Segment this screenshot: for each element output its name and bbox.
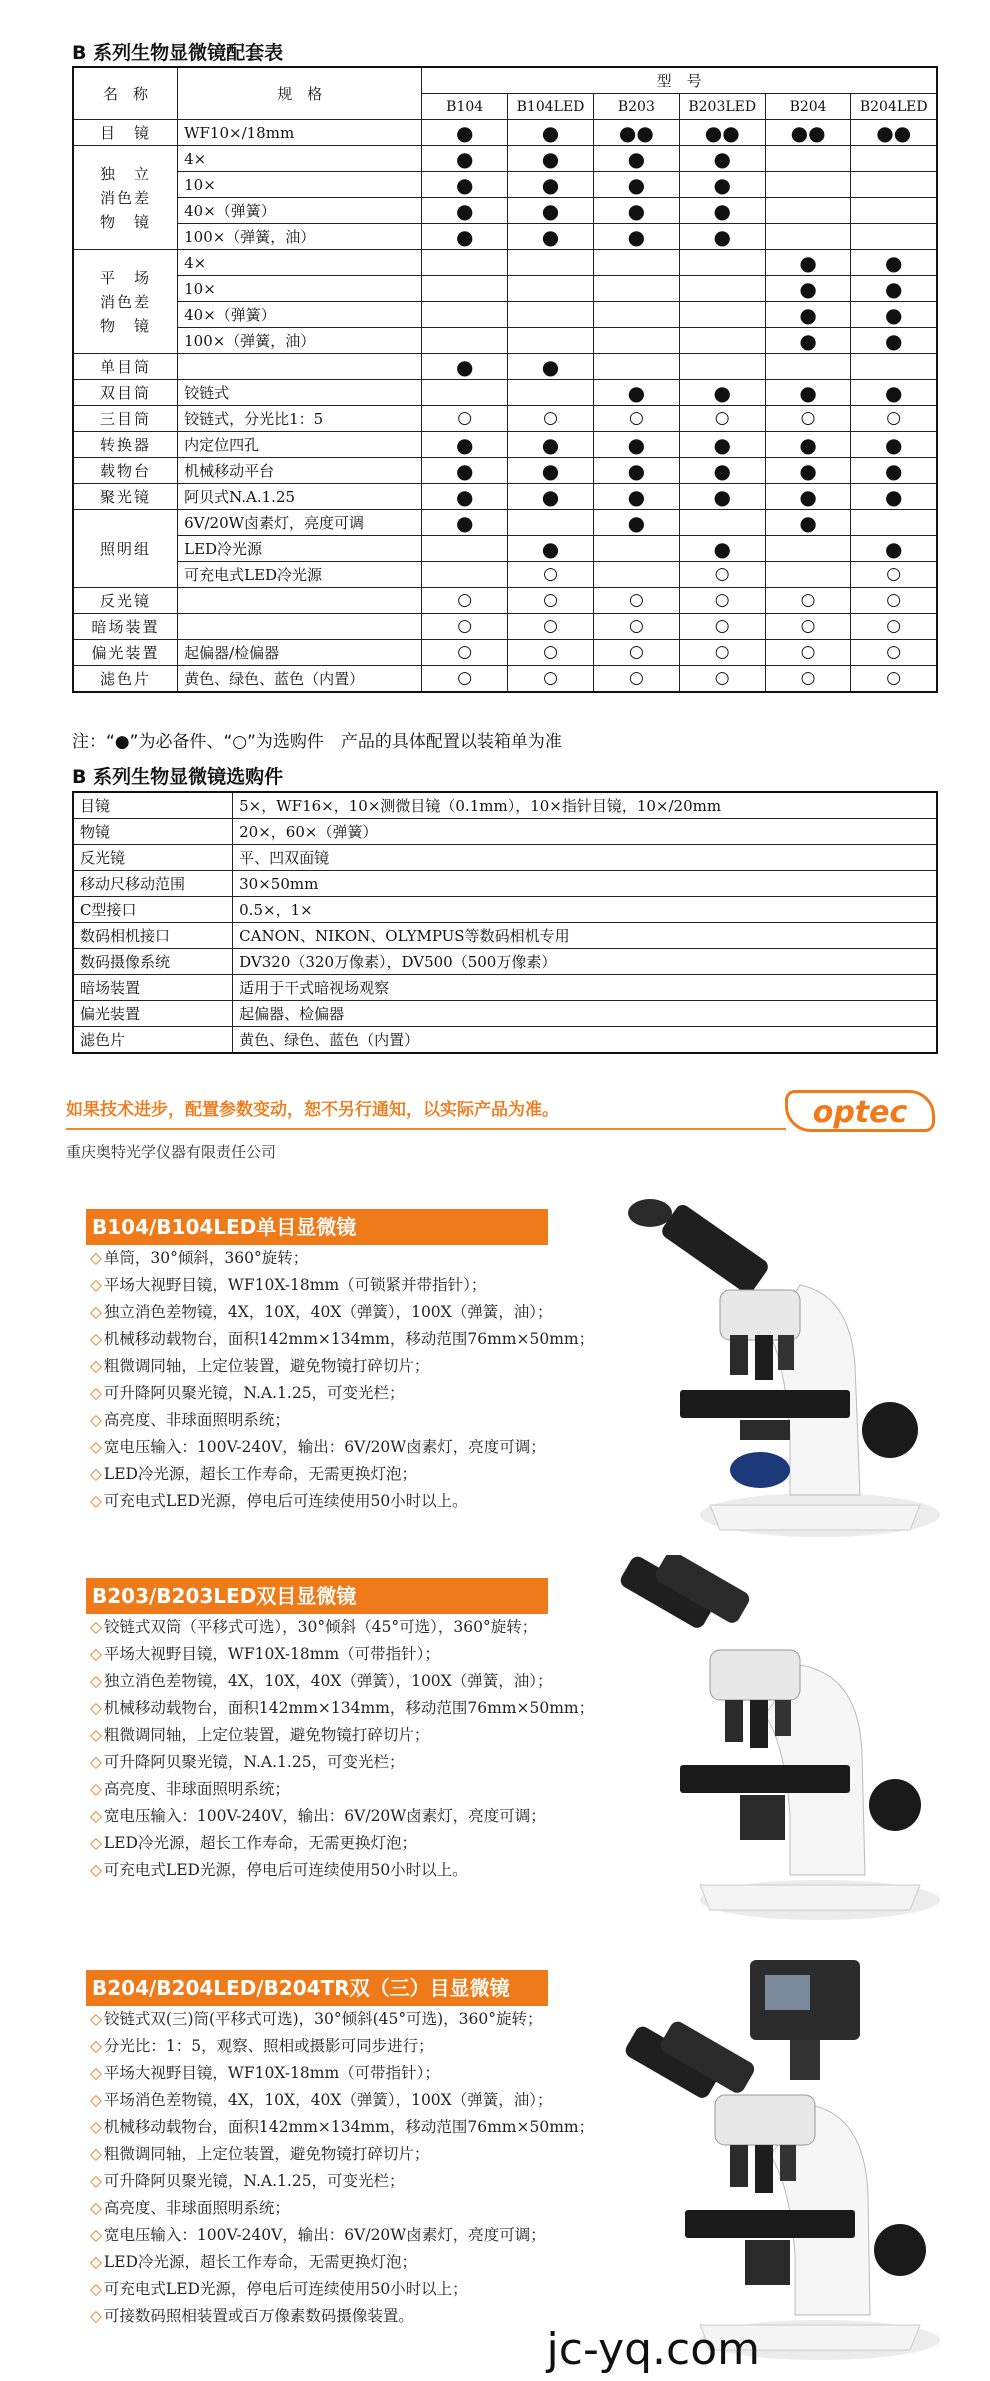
part-name: 数码相机接口 <box>73 923 233 949</box>
availability-cell <box>508 250 594 276</box>
availability-cell: ○ <box>851 562 937 588</box>
model-header: B203 <box>594 94 680 120</box>
availability-cell: ● <box>851 458 937 484</box>
availability-cell <box>508 276 594 302</box>
availability-cell: ● <box>422 172 508 198</box>
availability-cell: ● <box>508 354 594 380</box>
availability-cell <box>422 536 508 562</box>
feature-list-b204 <box>90 2006 594 2330</box>
availability-cell <box>594 536 680 562</box>
availability-cell: ●● <box>679 120 765 146</box>
feature-item: ◇ 机械移动载物台，面积142mm×134mm，移动范围76mm×50mm； <box>90 1695 594 1722</box>
row-spec: 6V/20W卤素灯，亮度可调 <box>178 510 422 536</box>
row-group-name: 照明组 <box>73 510 178 588</box>
availability-cell: ● <box>508 484 594 510</box>
table-row <box>73 614 937 640</box>
availability-cell: ○ <box>765 614 851 640</box>
disclaimer-slogan: 如果技术进步，配置参数变动，恕不另行通知，以实际产品为准。 <box>66 1100 559 1120</box>
model-header: B104LED <box>508 94 594 120</box>
feature-item: ◇ 粗微调同轴，上定位装置，避免物镜打碎切片； <box>90 1353 594 1380</box>
table-row <box>73 354 937 380</box>
availability-cell: ○ <box>594 588 680 614</box>
availability-cell: ○ <box>508 588 594 614</box>
table-row <box>73 819 937 845</box>
availability-cell <box>422 562 508 588</box>
availability-cell: ●● <box>765 120 851 146</box>
availability-cell: ● <box>422 146 508 172</box>
feature-item: ◇ LED冷光源，超长工作寿命，无需更换灯泡； <box>90 1830 594 1857</box>
availability-cell: ● <box>679 432 765 458</box>
feature-item: ◇ 高亮度、非球面照明系统； <box>90 1776 594 1803</box>
availability-cell <box>422 328 508 354</box>
table-row <box>73 975 937 1001</box>
availability-cell: ● <box>594 432 680 458</box>
availability-cell <box>765 146 851 172</box>
availability-cell <box>765 198 851 224</box>
part-spec: CANON、NIKON、OLYMPUS等数码相机专用 <box>233 923 937 949</box>
table-row <box>73 328 937 354</box>
availability-cell: ○ <box>422 640 508 666</box>
availability-cell <box>594 302 680 328</box>
row-group-name: 三目筒 <box>73 406 178 432</box>
row-spec: 可充电式LED冷光源 <box>178 562 422 588</box>
part-name: 目镜 <box>73 792 233 819</box>
feature-item: ◇ 可接数码照相装置或百万像素数码摄像装置。 <box>90 2303 594 2330</box>
availability-cell: ● <box>594 224 680 250</box>
availability-cell: ● <box>851 302 937 328</box>
availability-cell <box>679 276 765 302</box>
availability-cell: ● <box>594 510 680 536</box>
availability-cell <box>594 276 680 302</box>
table-row <box>73 562 937 588</box>
availability-cell: ○ <box>679 588 765 614</box>
availability-cell: ● <box>851 484 937 510</box>
feature-item: ◇ 可充电式LED光源，停电后可连续使用50小时以上； <box>90 2276 594 2303</box>
availability-cell: ○ <box>508 406 594 432</box>
availability-cell: ● <box>594 484 680 510</box>
availability-cell: ○ <box>679 406 765 432</box>
table-note: 注：“●”为必备件、“○”为选购件 产品的具体配置以装箱单为准 <box>72 732 562 752</box>
availability-cell: ● <box>422 432 508 458</box>
availability-cell: ● <box>594 198 680 224</box>
feature-item: ◇ 机械移动载物台，面积142mm×134mm，移动范围76mm×50mm； <box>90 1326 594 1353</box>
availability-cell: ● <box>679 146 765 172</box>
row-spec: 10× <box>178 172 422 198</box>
feature-item: ◇ 粗微调同轴，上定位装置，避免物镜打碎切片； <box>90 2141 594 2168</box>
availability-cell: ● <box>594 380 680 406</box>
model-header: B204 <box>765 94 851 120</box>
row-spec <box>178 354 422 380</box>
availability-cell: ○ <box>765 666 851 693</box>
availability-cell: ○ <box>422 588 508 614</box>
availability-cell: ● <box>679 224 765 250</box>
availability-cell: ● <box>422 198 508 224</box>
row-group-name: 转换器 <box>73 432 178 458</box>
availability-cell: ● <box>765 458 851 484</box>
availability-cell: ● <box>765 510 851 536</box>
feature-item: ◇ 单筒，30°倾斜，360°旋转； <box>90 1245 594 1272</box>
availability-cell: ● <box>508 432 594 458</box>
availability-cell <box>765 354 851 380</box>
feature-item: ◇ LED冷光源，超长工作寿命，无需更换灯泡； <box>90 1461 594 1488</box>
availability-cell: ● <box>422 120 508 146</box>
table-row <box>73 120 937 146</box>
product-title-b104: B104/B104LED单目显微镜 <box>86 1209 548 1245</box>
microscope-b203-image <box>600 1555 940 1925</box>
availability-cell <box>679 302 765 328</box>
availability-cell: ● <box>679 380 765 406</box>
part-spec: 适用于干式暗视场观察 <box>233 975 937 1001</box>
availability-cell: ● <box>765 302 851 328</box>
availability-cell <box>594 328 680 354</box>
row-group-name: 载物台 <box>73 458 178 484</box>
availability-cell <box>851 198 937 224</box>
availability-cell: ● <box>679 536 765 562</box>
table-row <box>73 224 937 250</box>
availability-cell <box>508 302 594 328</box>
row-spec: 40×（弹簧） <box>178 302 422 328</box>
availability-cell: ○ <box>422 406 508 432</box>
availability-cell: ● <box>679 172 765 198</box>
availability-cell: ● <box>594 458 680 484</box>
feature-item: ◇ 高亮度、非球面照明系统； <box>90 1407 594 1434</box>
product-title-b203: B203/B203LED双目显微镜 <box>86 1578 548 1614</box>
row-spec: WF10×/18mm <box>178 120 422 146</box>
feature-item: ◇ 平场消色差物镜，4X，10X，40X（弹簧），100X（弹簧，油）； <box>90 2087 594 2114</box>
availability-cell: ● <box>422 510 508 536</box>
feature-item: ◇ 分光比：1：5，观察、照相或摄影可同步进行； <box>90 2033 594 2060</box>
availability-cell <box>422 380 508 406</box>
part-name: 数码摄像系统 <box>73 949 233 975</box>
table-row <box>73 666 937 693</box>
availability-cell: ○ <box>508 614 594 640</box>
availability-cell: ● <box>679 484 765 510</box>
feature-item: ◇ 粗微调同轴，上定位装置，避免物镜打碎切片； <box>90 1722 594 1749</box>
availability-cell: ● <box>594 146 680 172</box>
row-spec <box>178 614 422 640</box>
table-row <box>73 302 937 328</box>
availability-cell: ● <box>851 328 937 354</box>
availability-cell: ○ <box>594 406 680 432</box>
row-group-name: 偏光装置 <box>73 640 178 666</box>
feature-item: ◇ 可升降阿贝聚光镜，N.A.1.25，可变光栏； <box>90 1380 594 1407</box>
availability-cell: ● <box>851 536 937 562</box>
availability-cell <box>594 562 680 588</box>
availability-cell: ● <box>851 250 937 276</box>
feature-item: ◇ LED冷光源，超长工作寿命，无需更换灯泡； <box>90 2249 594 2276</box>
row-group-name: 反光镜 <box>73 588 178 614</box>
row-spec: 4× <box>178 250 422 276</box>
feature-item: ◇ 铰链式双(三)筒(平移式可选)，30°倾斜(45°可选)，360°旋转； <box>90 2006 594 2033</box>
table-row <box>73 432 937 458</box>
table-row <box>73 1001 937 1027</box>
availability-cell <box>594 250 680 276</box>
configuration-table <box>72 66 938 693</box>
availability-cell: ○ <box>765 588 851 614</box>
part-spec: 0.5×，1× <box>233 897 937 923</box>
availability-cell <box>508 328 594 354</box>
availability-cell: ○ <box>508 640 594 666</box>
table-row <box>73 172 937 198</box>
feature-item: ◇ 可升降阿贝聚光镜，N.A.1.25，可变光栏； <box>90 2168 594 2195</box>
feature-item: ◇ 可升降阿贝聚光镜，N.A.1.25，可变光栏； <box>90 1749 594 1776</box>
availability-cell <box>679 328 765 354</box>
table-row <box>73 588 937 614</box>
availability-cell: ○ <box>679 562 765 588</box>
table1-title: B 系列生物显微镜配套表 <box>72 42 284 64</box>
model-header: B203LED <box>679 94 765 120</box>
row-spec: 4× <box>178 146 422 172</box>
availability-cell: ● <box>765 328 851 354</box>
availability-cell: ● <box>422 484 508 510</box>
part-name: 偏光装置 <box>73 1001 233 1027</box>
table-row <box>73 406 937 432</box>
availability-cell <box>851 510 937 536</box>
part-name: 反光镜 <box>73 845 233 871</box>
row-spec <box>178 588 422 614</box>
row-spec: 40×（弹簧） <box>178 198 422 224</box>
feature-list-b203 <box>90 1614 594 1884</box>
table-row <box>73 871 937 897</box>
part-spec: 起偏器、检偏器 <box>233 1001 937 1027</box>
row-group-name: 暗场装置 <box>73 614 178 640</box>
availability-cell: ● <box>594 172 680 198</box>
availability-cell: ○ <box>508 666 594 693</box>
availability-cell: ○ <box>594 614 680 640</box>
availability-cell <box>508 380 594 406</box>
row-spec: LED冷光源 <box>178 536 422 562</box>
availability-cell: ● <box>851 380 937 406</box>
feature-item: ◇ 平场大视野目镜，WF10X-18mm（可锁紧并带指针）； <box>90 1272 594 1299</box>
availability-cell: ○ <box>422 666 508 693</box>
part-spec: 20×，60×（弹簧） <box>233 819 937 845</box>
availability-cell: ● <box>851 276 937 302</box>
table-row <box>73 458 937 484</box>
row-spec: 内定位四孔 <box>178 432 422 458</box>
row-spec: 起偏器/检偏器 <box>178 640 422 666</box>
part-spec: 5×，WF16×，10×测微目镜（0.1mm），10×指针目镜，10×/20mm <box>233 792 937 819</box>
table-row <box>73 923 937 949</box>
availability-cell: ● <box>765 250 851 276</box>
availability-cell: ●● <box>594 120 680 146</box>
site-watermark: jc-yq.com <box>546 2324 760 2375</box>
availability-cell <box>679 354 765 380</box>
availability-cell: ● <box>851 432 937 458</box>
row-spec: 100×（弹簧，油） <box>178 328 422 354</box>
row-spec: 黄色、绿色、蓝色（内置） <box>178 666 422 693</box>
availability-cell: ● <box>508 172 594 198</box>
availability-cell: ● <box>422 458 508 484</box>
availability-cell: ● <box>508 198 594 224</box>
availability-cell: ●● <box>851 120 937 146</box>
availability-cell: ○ <box>851 406 937 432</box>
table-row <box>73 845 937 871</box>
feature-item: ◇ 可充电式LED光源，停电后可连续使用50小时以上。 <box>90 1488 594 1515</box>
row-spec: 10× <box>178 276 422 302</box>
part-spec: 黄色、绿色、蓝色（内置） <box>233 1027 937 1054</box>
row-group-name: 双目筒 <box>73 380 178 406</box>
table-row <box>73 1027 937 1054</box>
availability-cell: ○ <box>508 562 594 588</box>
feature-item: ◇ 可充电式LED光源，停电后可连续使用50小时以上。 <box>90 1857 594 1884</box>
model-header: B204LED <box>851 94 937 120</box>
model-header: B104 <box>422 94 508 120</box>
row-group-name: 目 镜 <box>73 120 178 146</box>
availability-cell: ● <box>508 120 594 146</box>
availability-cell <box>851 354 937 380</box>
availability-cell <box>851 224 937 250</box>
header-name: 名 称 <box>73 67 178 120</box>
table-row <box>73 897 937 923</box>
row-group-name: 单目筒 <box>73 354 178 380</box>
availability-cell <box>679 250 765 276</box>
availability-cell <box>508 510 594 536</box>
availability-cell: ● <box>422 354 508 380</box>
availability-cell <box>765 562 851 588</box>
microscope-b104-image <box>620 1185 940 1545</box>
table-row <box>73 792 937 819</box>
header-model: 型 号 <box>422 67 937 94</box>
feature-item: ◇ 宽电压输入：100V-240V，输出：6V/20W卤素灯，亮度可调； <box>90 2222 594 2249</box>
availability-cell: ● <box>508 146 594 172</box>
row-group-name: 聚光镜 <box>73 484 178 510</box>
availability-cell: ● <box>765 484 851 510</box>
availability-cell <box>594 354 680 380</box>
feature-item: ◇ 独立消色差物镜，4X，10X，40X（弹簧），100X（弹簧，油）； <box>90 1299 594 1326</box>
product-title-b204: B204/B204LED/B204TR双（三）目显微镜 <box>86 1970 548 2006</box>
availability-cell <box>765 536 851 562</box>
feature-item: ◇ 机械移动载物台，面积142mm×134mm，移动范围76mm×50mm； <box>90 2114 594 2141</box>
feature-item: ◇ 平场大视野目镜，WF10X-18mm（可带指针）； <box>90 1641 594 1668</box>
orange-divider <box>66 1128 786 1130</box>
availability-cell <box>765 224 851 250</box>
row-group-name: 平 场 消色差 物 镜 <box>73 250 178 354</box>
part-name: 滤色片 <box>73 1027 233 1054</box>
row-group-name: 滤色片 <box>73 666 178 693</box>
part-name: C型接口 <box>73 897 233 923</box>
availability-cell <box>422 302 508 328</box>
row-spec: 铰链式 <box>178 380 422 406</box>
availability-cell: ● <box>765 432 851 458</box>
availability-cell <box>422 276 508 302</box>
part-name: 物镜 <box>73 819 233 845</box>
part-name: 暗场装置 <box>73 975 233 1001</box>
part-spec: DV320（320万像素），DV500（500万像素） <box>233 949 937 975</box>
feature-list-b104 <box>90 1245 594 1515</box>
availability-cell: ○ <box>679 666 765 693</box>
table-row <box>73 949 937 975</box>
table-row <box>73 380 937 406</box>
availability-cell: ○ <box>851 640 937 666</box>
part-spec: 30×50mm <box>233 871 937 897</box>
availability-cell: ○ <box>679 614 765 640</box>
availability-cell: ● <box>679 198 765 224</box>
header-spec: 规 格 <box>178 67 422 120</box>
availability-cell: ● <box>508 458 594 484</box>
table-row <box>73 510 937 536</box>
availability-cell: ○ <box>851 666 937 693</box>
company-name: 重庆奥特光学仪器有限责任公司 <box>66 1143 277 1161</box>
feature-item: ◇ 宽电压输入：100V-240V，输出：6V/20W卤素灯，亮度可调； <box>90 1803 594 1830</box>
feature-item: ◇ 高亮度、非球面照明系统； <box>90 2195 594 2222</box>
feature-item: ◇ 独立消色差物镜，4X，10X，40X（弹簧），100X（弹簧，油）； <box>90 1668 594 1695</box>
availability-cell: ● <box>422 224 508 250</box>
availability-cell <box>851 172 937 198</box>
availability-cell: ● <box>765 380 851 406</box>
table2-title: B 系列生物显微镜选购件 <box>72 766 284 788</box>
row-spec: 100×（弹簧，油） <box>178 224 422 250</box>
row-spec: 机械移动平台 <box>178 458 422 484</box>
table-row <box>73 536 937 562</box>
availability-cell: ● <box>679 458 765 484</box>
table-row <box>73 198 937 224</box>
row-group-name: 独 立 消色差 物 镜 <box>73 146 178 250</box>
availability-cell: ○ <box>594 640 680 666</box>
availability-cell: ○ <box>851 588 937 614</box>
availability-cell <box>422 250 508 276</box>
row-spec: 铰链式，分光比1：5 <box>178 406 422 432</box>
feature-item: ◇ 平场大视野目镜，WF10X-18mm（可带指针）； <box>90 2060 594 2087</box>
availability-cell: ○ <box>765 640 851 666</box>
availability-cell: ○ <box>765 406 851 432</box>
availability-cell: ○ <box>679 640 765 666</box>
table-row <box>73 640 937 666</box>
availability-cell: ○ <box>851 614 937 640</box>
availability-cell <box>679 510 765 536</box>
availability-cell: ○ <box>594 666 680 693</box>
optional-parts-table <box>72 791 938 1054</box>
availability-cell: ● <box>765 276 851 302</box>
availability-cell: ● <box>508 224 594 250</box>
table-row <box>73 146 937 172</box>
table-row <box>73 484 937 510</box>
part-name: 移动尺移动范围 <box>73 871 233 897</box>
part-spec: 平、凹双面镜 <box>233 845 937 871</box>
table-row <box>73 276 937 302</box>
availability-cell <box>765 172 851 198</box>
feature-item: ◇ 铰链式双筒（平移式可选），30°倾斜（45°可选），360°旋转； <box>90 1614 594 1641</box>
table-row <box>73 250 937 276</box>
availability-cell <box>851 146 937 172</box>
availability-cell: ○ <box>422 614 508 640</box>
availability-cell: ● <box>508 536 594 562</box>
microscope-b204-image <box>600 1955 940 2365</box>
row-spec: 阿贝式N.A.1.25 <box>178 484 422 510</box>
optec-logo: optec <box>785 1090 935 1132</box>
feature-item: ◇ 宽电压输入：100V-240V，输出：6V/20W卤素灯，亮度可调； <box>90 1434 594 1461</box>
